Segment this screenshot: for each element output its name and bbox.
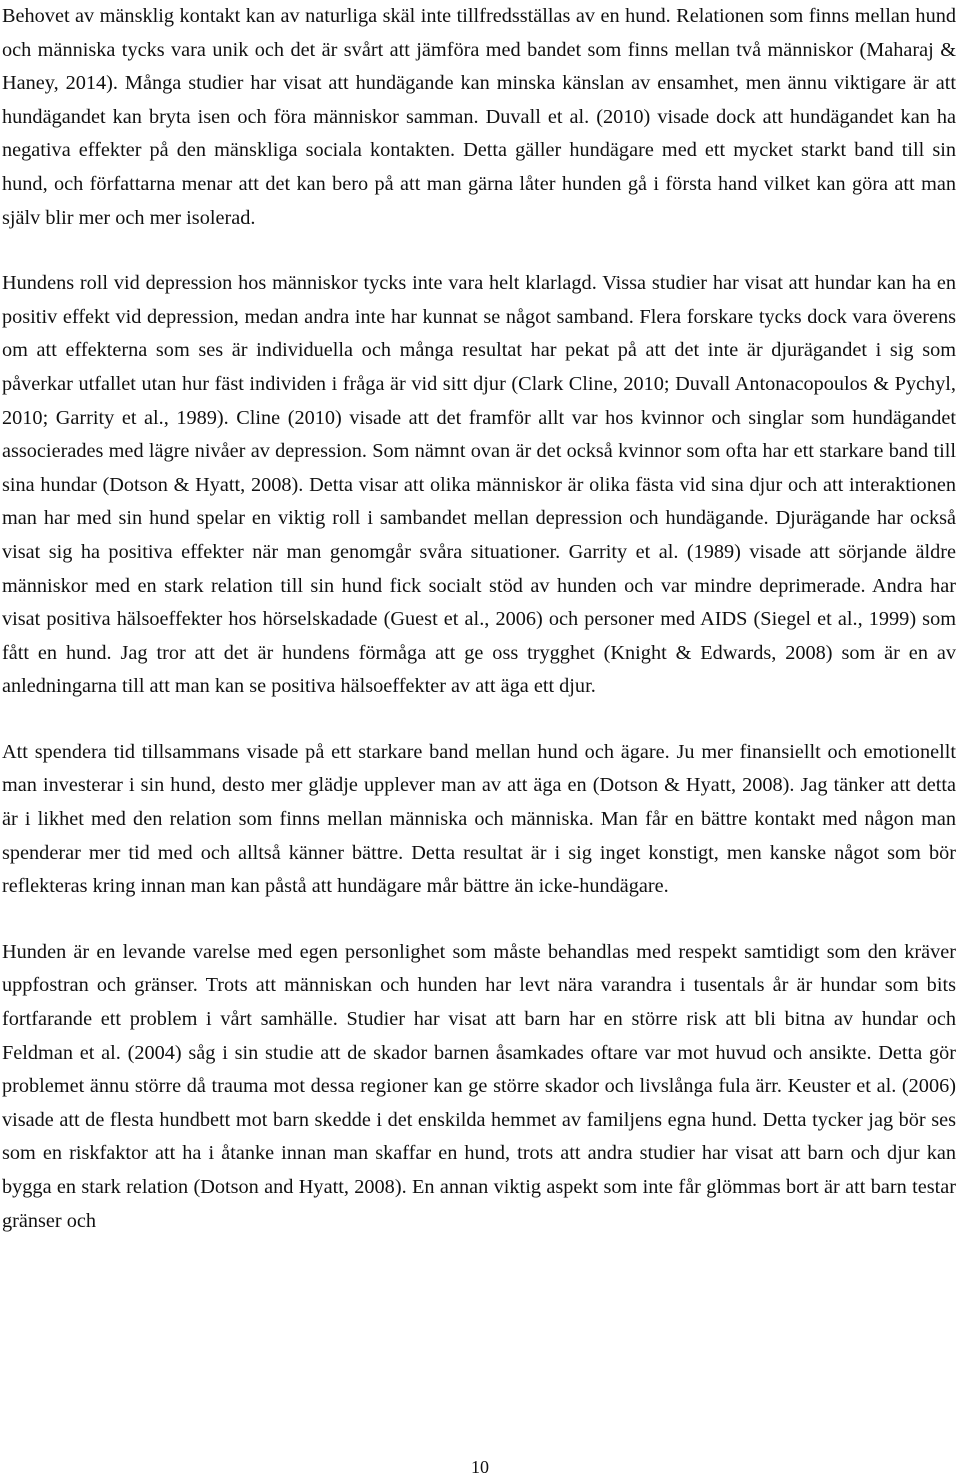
paragraph-spacer <box>2 904 956 936</box>
paragraph-3: Att spendera tid tillsammans visade på ett starkare band mellan hund och ägare. Ju mer finansiellt och emotionellt man investerar i sin hund, desto mer glädje upplever man av att äga en (Dotson & Hyatt, 2008). Jag tänker att detta är i likhet med den relation som finns mellan människa och människa. Man får en bättre kontakt med någon man spenderar mer tid med och alltså känner bättre. Detta resultat är i sig inget konstigt, men kanske något som bör reflekteras kring innan man kan påstå att hundägare mår bättre än icke-hundägare. <box>2 740 956 898</box>
page-number: 10 <box>471 1457 489 1477</box>
paragraph-spacer <box>2 704 956 736</box>
paragraph-spacer <box>2 235 956 267</box>
paragraph-4: Hunden är en levande varelse med egen personlighet som måste behandlas med respekt samtidigt som den kräver uppfostran och gränser. Trots att människan och hunden har levt nära varandra i tusentals år är hundar som bits fortfarande ett problem i vårt samhälle. Studier har visat att barn har en större risk att bli bitna av hundar och Feldman et al. (2004) såg i sin studie att de skador barnen åsamkades oftare var mot huvud och ansikte. Detta gör problemet ännu större då trauma mot dessa regioner kan ge större skador och livslånga fula ärr. Keuster et al. (2006) visade att de flesta hundbett mot barn skedde i det enskilda hemmet av familjens egna hund. Detta tycker jag bör ses som en riskfaktor att ha i åtanke innan man skaffar en hund, trots att andra studier har visat att barn och djur kan bygga en stark relation (Dotson and Hyatt, 2008). En annan viktig aspekt som inte får glömmas bort är att barn testar gränser och <box>2 940 956 1232</box>
paragraph-2: Hundens roll vid depression hos människor tycks inte vara helt klarlagd. Vissa studier har visat att hundar kan ha en positiv effekt vid depression, medan andra inte har kunnat se något samband. Flera forskare tycks dock vara överens om att effekterna som ses är individuella och många resultat har pekat på att det inte är djurägandet i sig som påverkar utfallet utan hur fäst individen i fråga är vid sitt djur (Clark Cline, 2010; Duvall Antonacopoulos & Pychyl, 2010; Garrity et al., 1989). Cline (2010) visade att det framför allt var hos kvinnor och singlar som hundägandet associerades med lägre nivåer av depression. Som nämnt ovan är det också kvinnor som ofta har ett starkare band till sina hundar (Dotson & Hyatt, 2008). Detta visar att olika människor är olika fästa vid sina djur och att interaktionen man har med sin hund spelar en viktig roll i sambandet mellan depression och hundägande. Djurägande har också visat sig ha positiva effekter när man genomgår svåra situationer. Garrity et al. (1989) visade att sörjande äldre människor med en stark relation till sin hund fick socialt stöd av hunden och var mindre deprimerade. Andra har visat positiva hälsoeffekter hos hörselskadade (Guest et al., 2006) och personer med AIDS (Siegel et al., 1999) som fått en hund. Jag tror att det är hundens förmåga att ge oss trygghet (Knight & Edwards, 2008) som är en av anledningarna till att man kan se positiva hälsoeffekter av att äga ett djur. <box>2 272 956 698</box>
paragraph-1: Behovet av mänsklig kontakt kan av naturliga skäl inte tillfredsställas av en hund. Relationen som finns mellan hund och människa tycks vara unik och det är svårt att jämföra med bandet som finns mellan två människor (Maharaj & Haney, 2014). Många studier har visat att hundägande kan minska känslan av ensamhet, men ännu viktigare är att hundägandet kan bryta isen och föra människor samman. Duvall et al. (2010) visade dock att hundägandet kan ha negativa effekter på den mänskliga sociala kontakten. Detta gäller hundägare med ett mycket starkt band till sin hund, och författarna menar att det kan bero på att man gärna låter hunden gå i första hand vilket kan göra att man själv blir mer och mer isolerad. <box>2 5 956 229</box>
